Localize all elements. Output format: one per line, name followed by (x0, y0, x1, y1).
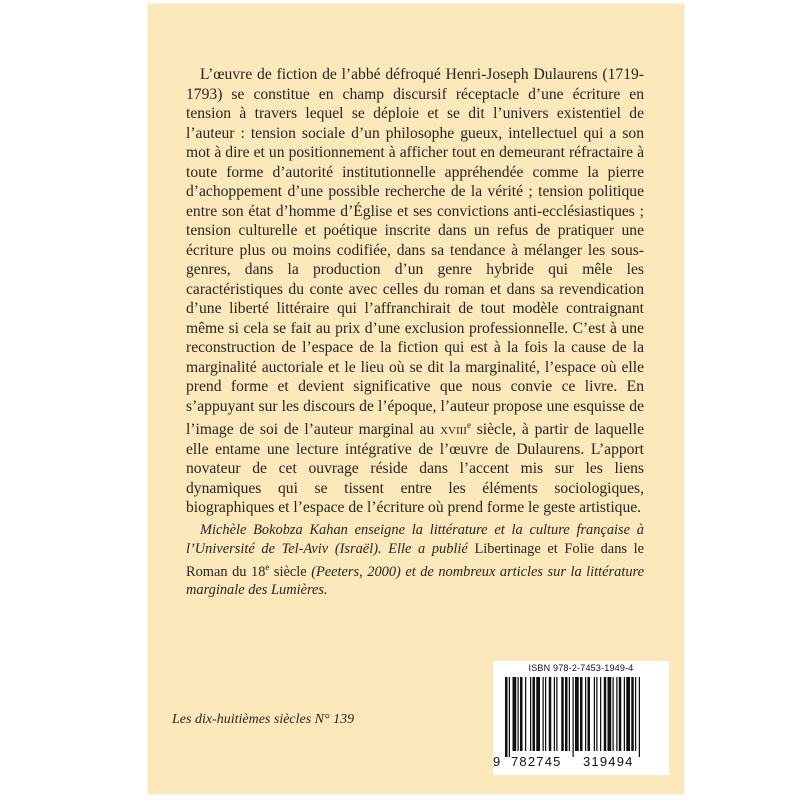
barcode-bar (569, 677, 570, 751)
isbn-barcode (493, 661, 669, 775)
barcode-bar (573, 677, 574, 757)
barcode-bar (580, 677, 583, 751)
barcode-first-digit: 9 (493, 754, 502, 769)
barcode-bars (501, 677, 661, 757)
barcode-bar (513, 677, 517, 751)
barcode-bar (536, 677, 540, 751)
barcode-bar (585, 677, 586, 751)
series-name: Les dix-huitièmes siècles N° 139 (172, 712, 355, 727)
blurb-text: L’œuvre de fiction de l’abbé défroqué Henri-Joseph Dulaurens (1719-1793) se constitue en champ discursif réceptacle d’une écriture en tension à travers lequel se déploie et se dit l’univers existentiel de l’auteur : tension sociale d’un philosophe gueux, intellectuel qui a son mot à dire et un positionnement à afficher tout en demeurant réfractaire à toute forme d’autorité institutionnelle appréhendée comme la pierre d’achoppement d’une possible recherche de la vérité ; tension politique entre son état d’homme d’Église et ses convictions anti-ecclésiastiques ; tension culturelle et poétique inscrite dans un refus de pratiquer une écriture plus ou moins codifiée, dans sa tendance à mélanger les sous-genres, dans la production d’un genre hybride qui mêle les caractéristiques du conte avec celles du roman et dans sa revendication d’une liberté littéraire qui l’affranchirait de tout modèle contraignant même si cela se fait au prix d’une exclusion professionnelle. C’est à une reconstruction de l’espace de la fiction qui est à la fois la cause de la marginalité auctoriale et le lieu où se dit la marginalité, l’espace où elle prend forme et devient significative que nous convie ce livre. En s’appuyant sur les discours de l’époque, l’auteur propose une esquisse de l’image de soi de l’auteur marginal au (186, 66, 644, 439)
barcode-bar (565, 677, 568, 751)
blurb-text-end: siècle, à partir de laquelle elle entame une lecture intégrative de l’œuvre de Dulaurens. L’apport novateur de cet ouvrage réside dans l’accent mis sur les liens dynamiques qui se tissent entre les éléments sociologiques, biographiques et l’espace de l’écriture où prend forme le geste artistique. (186, 421, 644, 517)
bio-title-superscript: e (265, 562, 270, 572)
barcode-bar (596, 677, 597, 751)
barcode-bar (624, 677, 625, 751)
barcode-bar (604, 677, 607, 751)
barcode-bar (543, 677, 544, 751)
barcode-bar (554, 677, 555, 751)
bio-book-title: Libertinage et Folie dans le Roman du 18 (186, 540, 644, 580)
barcode-bar (545, 677, 546, 751)
barcode-bar (533, 677, 536, 751)
barcode-bar (509, 677, 510, 757)
isbn-label: ISBN 978-2-7453-1949-4 (528, 663, 634, 673)
barcode-bar (613, 677, 614, 751)
barcode-bar (616, 677, 617, 751)
barcode-bar (631, 677, 634, 751)
barcode-bar (530, 677, 531, 751)
barcode-bar (549, 677, 552, 751)
barcode-bar (561, 677, 564, 751)
barcode-bar (639, 677, 640, 757)
barcode-bar (619, 677, 622, 751)
barcode-bar (635, 677, 636, 751)
century-numeral: xviii (440, 421, 467, 439)
blurb-paragraph (186, 65, 644, 518)
barcode-bar (575, 677, 579, 751)
author-bio (186, 521, 644, 600)
barcode-bar (556, 677, 557, 751)
barcode-bar (608, 677, 612, 751)
bio-text-end: (Peeters, 2000) et de nombreux articles sur la littérature marginale des Lumières. (186, 563, 644, 599)
barcode-bar (588, 677, 591, 751)
barcode-bar (626, 677, 630, 751)
barcode-bar (520, 677, 523, 751)
bio-text: Michèle Bokobza Kahan enseigne la littérature et la culture française à l’Université de Tel-Aviv (Israël). Elle a publié (186, 522, 644, 557)
century-superscript: e (466, 420, 471, 430)
barcode-bar (594, 677, 595, 751)
barcode-left-digits: 782745 (511, 754, 562, 769)
barcode-right-digits: 319494 (583, 754, 634, 769)
bio-title-end: siècle (269, 563, 307, 580)
barcode-bar (505, 677, 508, 757)
book-back-cover (148, 4, 684, 794)
barcode-bar (525, 677, 526, 751)
barcode-bar (518, 677, 519, 751)
barcode-bar (600, 677, 601, 751)
